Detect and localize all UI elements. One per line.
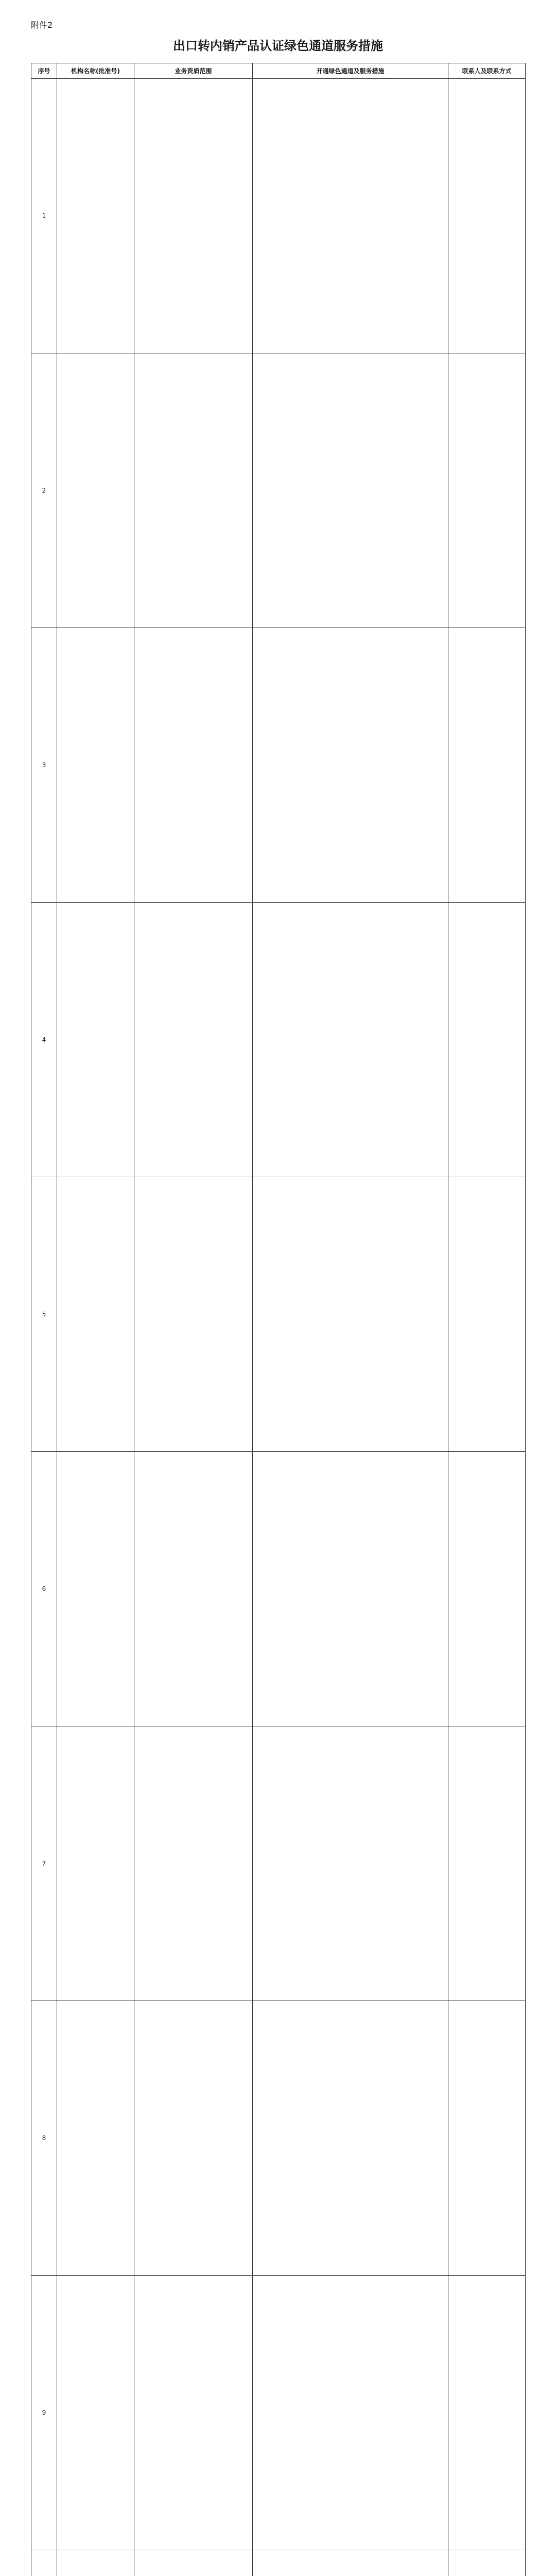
- cell-scope: [134, 2276, 253, 2550]
- table-row: [31, 1177, 526, 1452]
- cell-no: 1: [31, 79, 57, 353]
- cell-measures: [253, 2276, 448, 2550]
- cell-measures: [253, 628, 448, 903]
- header-no: 序号: [31, 63, 57, 79]
- cell-measures: [253, 353, 448, 628]
- table-row: [31, 628, 526, 903]
- header-scope: 业务资质范围: [134, 63, 253, 79]
- cell-measures: [253, 2001, 448, 2276]
- cell-scope: [134, 1177, 253, 1452]
- table-row: [31, 903, 526, 1177]
- cell-scope: [134, 628, 253, 903]
- attachment-label: 附件2: [31, 20, 53, 30]
- table-row: [31, 2550, 526, 2576]
- cell-name: [57, 79, 134, 353]
- cell-scope: [134, 2550, 253, 2576]
- table-row: [31, 79, 526, 353]
- cell-contact: [448, 1726, 526, 2001]
- table-row: [31, 353, 526, 628]
- header-measures: 开通绿色通道及服务措施: [253, 63, 448, 79]
- cell-name: [57, 1177, 134, 1452]
- cell-no: 4: [31, 903, 57, 1177]
- cell-contact: [448, 79, 526, 353]
- cell-name: [57, 2550, 134, 2576]
- cell-no: [31, 2550, 57, 2576]
- table-row: [31, 2001, 526, 2276]
- cell-measures: [253, 903, 448, 1177]
- cell-name: [57, 1452, 134, 1726]
- cell-no: 9: [31, 2276, 57, 2550]
- cell-measures: [253, 1452, 448, 1726]
- cell-no: 2: [31, 353, 57, 628]
- cell-measures: [253, 79, 448, 353]
- cell-no: 5: [31, 1177, 57, 1452]
- cell-contact: [448, 1177, 526, 1452]
- cell-name: [57, 903, 134, 1177]
- cell-contact: [448, 2001, 526, 2276]
- header-contact: 联系人及联系方式: [448, 63, 526, 79]
- cell-name: [57, 1726, 134, 2001]
- cell-scope: [134, 2001, 253, 2276]
- cell-name: [57, 628, 134, 903]
- cell-measures: [253, 1177, 448, 1452]
- cell-name: [57, 2276, 134, 2550]
- cell-contact: [448, 628, 526, 903]
- table-row: [31, 1726, 526, 2001]
- cell-name: [57, 2001, 134, 2276]
- measures-table: [31, 63, 526, 2576]
- table-row: [31, 2276, 526, 2550]
- cell-scope: [134, 353, 253, 628]
- cell-scope: [134, 1452, 253, 1726]
- table-row: [31, 1452, 526, 1726]
- cell-measures: [253, 1726, 448, 2001]
- cell-scope: [134, 903, 253, 1177]
- cell-contact: [448, 2276, 526, 2550]
- cell-contact: [448, 2550, 526, 2576]
- cell-scope: [134, 1726, 253, 2001]
- table-header-row: [31, 63, 526, 79]
- document-title: 出口转内销产品认证绿色通道服务措施: [173, 38, 383, 53]
- cell-no: 8: [31, 2001, 57, 2276]
- cell-no: 3: [31, 628, 57, 903]
- cell-measures: [253, 2550, 448, 2576]
- header-name: 机构名称(批准号): [57, 63, 134, 79]
- cell-scope: [134, 79, 253, 353]
- cell-contact: [448, 353, 526, 628]
- cell-contact: [448, 903, 526, 1177]
- cell-no: 6: [31, 1452, 57, 1726]
- cell-contact: [448, 1452, 526, 1726]
- cell-name: [57, 353, 134, 628]
- cell-no: 7: [31, 1726, 57, 2001]
